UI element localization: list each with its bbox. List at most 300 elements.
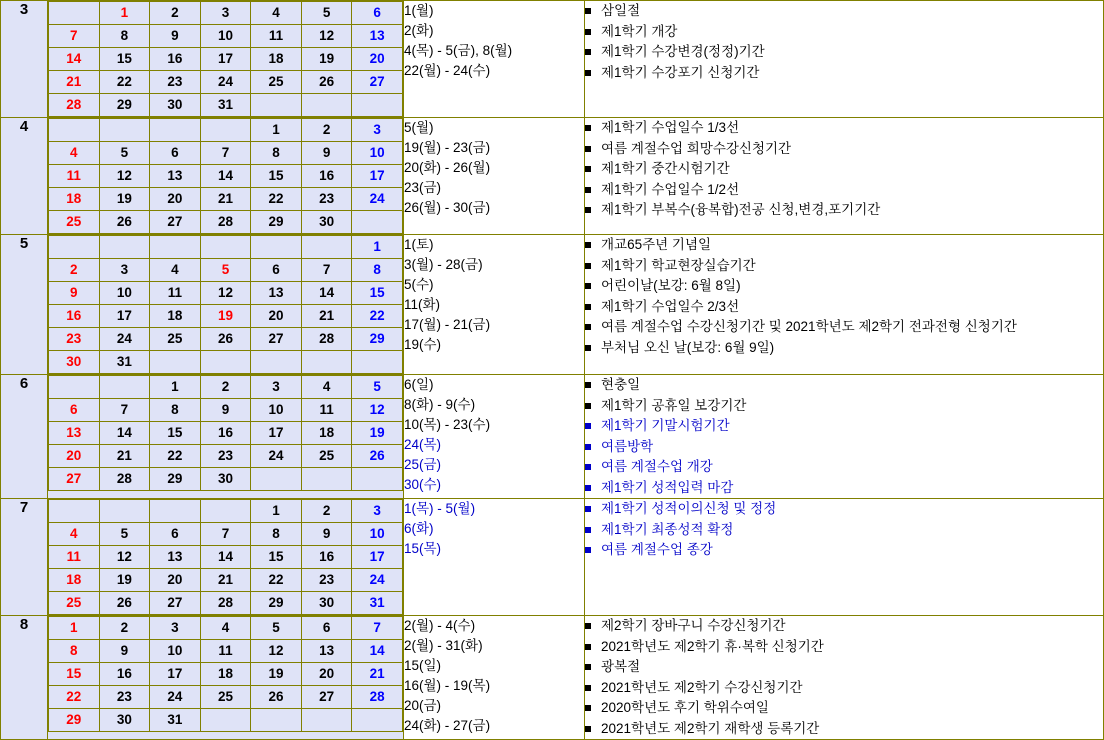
bullet-square-icon (585, 166, 591, 172)
event-label: 현충일 (601, 377, 641, 392)
week-row (49, 2, 403, 25)
week-row (49, 709, 403, 732)
day-cell: 29 (49, 709, 100, 732)
day-cell: 16 (150, 48, 201, 71)
week-row (49, 663, 403, 686)
day-cell: 13 (301, 640, 352, 663)
day-cell: 9 (200, 399, 251, 422)
week-row (49, 94, 403, 117)
day-cell: 23 (49, 328, 100, 351)
day-cell: 14 (200, 165, 251, 188)
month-number: 6 (1, 375, 48, 499)
day-cell: 2 (301, 119, 352, 142)
event-label: 제1학기 성적입력 마감 (601, 479, 734, 495)
event-list (585, 118, 1104, 235)
bullet-square-icon (585, 324, 591, 330)
day-cell-empty (352, 94, 403, 117)
day-cell: 27 (150, 211, 201, 234)
date-range-item: 16(월) - 19(목) (404, 678, 491, 693)
day-cell: 4 (49, 142, 100, 165)
date-range-item: 20(금) (404, 698, 442, 713)
event-label: 여름방학 (601, 438, 654, 454)
event-item (585, 180, 1103, 201)
bullet-square-icon (585, 485, 591, 491)
day-cell-empty (49, 376, 100, 399)
event-label: 제1학기 개강 (601, 23, 678, 39)
day-cell: 2 (150, 2, 201, 25)
day-cell: 28 (352, 686, 403, 709)
day-cell: 5 (99, 142, 150, 165)
day-cell: 23 (301, 188, 352, 211)
day-cell: 3 (150, 617, 201, 640)
day-cell-empty (251, 709, 302, 732)
day-cell: 12 (200, 282, 251, 305)
day-cell: 12 (99, 546, 150, 569)
day-cell: 3 (352, 119, 403, 142)
week-row (49, 188, 403, 211)
day-cell: 22 (99, 71, 150, 94)
bullet-square-icon (585, 70, 591, 76)
week-row (49, 71, 403, 94)
date-range-list (404, 375, 585, 499)
day-cell: 10 (352, 142, 403, 165)
week-row (49, 165, 403, 188)
day-cell: 30 (200, 468, 251, 491)
day-cell: 17 (352, 165, 403, 188)
day-cell: 22 (251, 569, 302, 592)
event-label: 제1학기 학교현장실습기간 (601, 257, 756, 273)
event-item (585, 317, 1103, 338)
day-cell-empty (301, 468, 352, 491)
day-cell: 9 (49, 282, 100, 305)
day-cell: 8 (99, 25, 150, 48)
day-cell: 4 (150, 259, 201, 282)
day-cell: 20 (150, 188, 201, 211)
calendar-body (1, 1, 1104, 740)
day-cell: 12 (301, 25, 352, 48)
event-item (585, 118, 1103, 139)
date-range-item: 1(월) (404, 3, 434, 18)
event-label: 광복절 (601, 659, 641, 674)
day-cell: 4 (251, 2, 302, 25)
day-cell: 12 (251, 640, 302, 663)
event-label: 제1학기 기말시험기간 (601, 418, 730, 433)
day-cell: 5 (251, 617, 302, 640)
day-cell-empty (150, 351, 201, 374)
day-cell: 18 (150, 305, 201, 328)
day-cell: 27 (49, 468, 100, 491)
day-cell: 3 (352, 500, 403, 523)
day-cell: 8 (352, 259, 403, 282)
date-range-item: 1(목) - 5(월) (404, 501, 476, 516)
date-range-list (404, 616, 585, 740)
day-cell: 25 (251, 71, 302, 94)
day-cell: 24 (200, 71, 251, 94)
day-cell: 17 (99, 305, 150, 328)
event-label: 부처님 오신 날(보강: 6월 9일) (601, 339, 775, 355)
bullet-square-icon (585, 304, 591, 310)
day-cell: 12 (99, 165, 150, 188)
day-cell: 30 (150, 94, 201, 117)
day-cell: 25 (200, 686, 251, 709)
bullet-square-icon (585, 423, 591, 429)
day-cell: 8 (150, 399, 201, 422)
date-range-item: 11(화) (404, 297, 441, 312)
week-row (49, 305, 403, 328)
day-cell: 6 (251, 259, 302, 282)
day-cell: 20 (49, 445, 100, 468)
day-cell: 18 (301, 422, 352, 445)
day-cell-empty (251, 468, 302, 491)
date-range-item: 10(목) - 23(수) (404, 417, 491, 432)
month-day-grid (48, 235, 404, 375)
day-cell: 10 (200, 25, 251, 48)
day-cell: 14 (99, 422, 150, 445)
day-cell: 31 (99, 351, 150, 374)
date-range-list (404, 499, 585, 616)
date-range-list (404, 118, 585, 235)
day-cell: 22 (352, 305, 403, 328)
date-range-item: 25(금) (404, 457, 442, 472)
day-cell-empty (99, 119, 150, 142)
day-cell: 25 (49, 211, 100, 234)
bullet-square-icon (585, 146, 591, 152)
day-cell-empty (352, 211, 403, 234)
day-cell: 24 (99, 328, 150, 351)
day-cell: 26 (200, 328, 251, 351)
day-cell: 7 (352, 617, 403, 640)
date-range-item: 2(화) (404, 23, 434, 38)
day-cell: 11 (49, 165, 100, 188)
day-cell: 11 (301, 399, 352, 422)
day-cell: 19 (99, 569, 150, 592)
day-cell-empty (301, 94, 352, 117)
bullet-square-icon (585, 527, 591, 533)
day-cell-empty (99, 236, 150, 259)
date-range-item: 15(일) (404, 658, 442, 673)
day-cell: 26 (251, 686, 302, 709)
event-item (585, 338, 1103, 359)
day-cell: 7 (200, 142, 251, 165)
day-cell: 16 (200, 422, 251, 445)
bullet-square-icon (585, 644, 591, 650)
day-cell: 19 (352, 422, 403, 445)
event-item (585, 375, 1103, 396)
day-cell: 13 (352, 25, 403, 48)
bullet-square-icon (585, 207, 591, 213)
event-item (585, 520, 1103, 541)
day-cell: 7 (99, 399, 150, 422)
day-cell: 21 (352, 663, 403, 686)
day-cell-empty (49, 119, 100, 142)
event-label: 어린이날(보강: 6월 8일) (601, 278, 741, 293)
day-cell-empty (352, 351, 403, 374)
event-item (585, 457, 1103, 478)
day-cell-empty (150, 500, 201, 523)
week-row (49, 445, 403, 468)
day-cell: 13 (49, 422, 100, 445)
day-cell: 2 (200, 376, 251, 399)
day-cell-empty (200, 500, 251, 523)
bullet-square-icon (585, 263, 591, 269)
bullet-square-icon (585, 506, 591, 512)
day-cell: 1 (49, 617, 100, 640)
day-cell: 24 (352, 569, 403, 592)
day-cell: 27 (352, 71, 403, 94)
day-cell: 4 (49, 523, 100, 546)
month-row (1, 616, 1104, 740)
day-cell-empty (49, 236, 100, 259)
date-range-item: 1(토) (404, 237, 434, 252)
day-cell: 6 (150, 142, 201, 165)
event-list (585, 375, 1104, 499)
day-cell: 28 (99, 468, 150, 491)
day-cell: 26 (301, 71, 352, 94)
month-row (1, 375, 1104, 499)
day-cell: 28 (49, 94, 100, 117)
day-cell: 26 (352, 445, 403, 468)
event-item (585, 200, 1103, 221)
day-cell: 26 (99, 211, 150, 234)
day-cell: 23 (200, 445, 251, 468)
day-cell: 15 (352, 282, 403, 305)
day-cell: 30 (301, 592, 352, 615)
event-list (585, 1, 1104, 118)
day-cell: 21 (49, 71, 100, 94)
day-cell: 5 (301, 2, 352, 25)
day-cell: 22 (150, 445, 201, 468)
date-range-item: 15(목) (404, 541, 442, 556)
day-cell-empty (251, 236, 302, 259)
day-cell: 20 (352, 48, 403, 71)
day-cell: 11 (150, 282, 201, 305)
day-cell: 29 (251, 211, 302, 234)
day-cell: 16 (301, 546, 352, 569)
date-range-item: 6(일) (404, 377, 434, 392)
event-item (585, 437, 1103, 458)
date-range-item: 19(월) - 23(금) (404, 140, 491, 155)
day-cell: 18 (200, 663, 251, 686)
day-cell: 26 (99, 592, 150, 615)
day-cell: 8 (49, 640, 100, 663)
day-cell: 14 (301, 282, 352, 305)
date-range-item: 22(월) - 24(수) (404, 63, 491, 78)
day-cell: 21 (301, 305, 352, 328)
bullet-square-icon (585, 8, 591, 14)
day-cell: 25 (49, 592, 100, 615)
day-cell: 21 (99, 445, 150, 468)
day-cell: 30 (49, 351, 100, 374)
day-cell: 19 (200, 305, 251, 328)
event-label: 여름 계절수업 종강 (601, 542, 713, 557)
event-item (585, 657, 1103, 678)
day-cell: 4 (301, 376, 352, 399)
month-day-grid (48, 375, 404, 499)
day-cell: 8 (251, 523, 302, 546)
event-label: 제1학기 수업일수 1/2선 (601, 181, 740, 197)
event-item (585, 276, 1103, 297)
day-cell-empty (251, 94, 302, 117)
event-label: 제2학기 장바구니 수강신청기간 (601, 618, 786, 633)
day-cell: 5 (99, 523, 150, 546)
event-item (585, 63, 1103, 84)
day-cell-empty (200, 351, 251, 374)
week-row (49, 376, 403, 399)
month-day-grid (48, 499, 404, 616)
event-list (585, 616, 1104, 740)
event-item (585, 499, 1103, 520)
date-range-item: 17(월) - 21(금) (404, 317, 491, 332)
event-item (585, 678, 1103, 699)
day-cell: 6 (49, 399, 100, 422)
day-cell-empty (150, 119, 201, 142)
day-cell: 5 (352, 376, 403, 399)
event-item (585, 1, 1103, 22)
day-cell: 14 (49, 48, 100, 71)
bullet-square-icon (585, 705, 591, 711)
day-cell-empty (99, 376, 150, 399)
event-item (585, 416, 1103, 437)
week-row (49, 592, 403, 615)
week-row (49, 211, 403, 234)
day-cell: 14 (200, 546, 251, 569)
day-cell-empty (200, 236, 251, 259)
date-range-item: 24(화) - 27(금) (404, 718, 491, 733)
day-cell: 10 (150, 640, 201, 663)
event-label: 여름 계절수업 개강 (601, 459, 713, 474)
day-cell: 3 (99, 259, 150, 282)
day-cell: 15 (49, 663, 100, 686)
event-item (585, 396, 1103, 417)
bullet-square-icon (585, 242, 591, 248)
day-cell: 15 (251, 546, 302, 569)
day-cell: 1 (251, 119, 302, 142)
day-cell: 15 (99, 48, 150, 71)
week-row (49, 282, 403, 305)
day-cell: 16 (49, 305, 100, 328)
bullet-square-icon (585, 382, 591, 388)
bullet-square-icon (585, 664, 591, 670)
day-cell-empty (301, 351, 352, 374)
week-row (49, 328, 403, 351)
day-cell: 13 (150, 165, 201, 188)
day-cell: 24 (150, 686, 201, 709)
event-item (585, 159, 1103, 180)
month-number: 3 (1, 1, 48, 118)
event-label: 제1학기 수업일수 2/3선 (601, 298, 740, 314)
day-cell: 24 (251, 445, 302, 468)
date-range-item: 5(월) (404, 120, 434, 135)
date-range-item: 3(월) - 28(금) (404, 257, 483, 272)
day-cell: 16 (301, 165, 352, 188)
bullet-square-icon (585, 345, 591, 351)
day-cell: 3 (251, 376, 302, 399)
day-cell: 7 (49, 25, 100, 48)
bullet-square-icon (585, 29, 591, 35)
month-row (1, 235, 1104, 375)
date-range-item: 4(목) - 5(금), 8(월) (404, 43, 513, 58)
event-label: 제1학기 수강포기 신청기간 (601, 64, 760, 80)
day-cell: 15 (251, 165, 302, 188)
day-cell: 5 (200, 259, 251, 282)
month-number: 4 (1, 118, 48, 235)
bullet-square-icon (585, 623, 591, 629)
day-cell: 29 (150, 468, 201, 491)
day-cell: 2 (99, 617, 150, 640)
day-cell-empty (49, 2, 100, 25)
day-cell-empty (150, 236, 201, 259)
day-cell: 13 (251, 282, 302, 305)
day-cell: 13 (150, 546, 201, 569)
bullet-square-icon (585, 187, 591, 193)
day-cell: 10 (352, 523, 403, 546)
bullet-square-icon (585, 726, 591, 732)
day-cell: 28 (200, 211, 251, 234)
event-item (585, 297, 1103, 318)
week-row (49, 25, 403, 48)
day-cell: 21 (200, 569, 251, 592)
week-row (49, 119, 403, 142)
day-cell: 3 (200, 2, 251, 25)
event-item (585, 637, 1103, 658)
event-label: 2020학년도 후기 학위수여일 (601, 700, 769, 715)
day-cell: 20 (150, 569, 201, 592)
event-item (585, 616, 1103, 637)
day-cell: 31 (352, 592, 403, 615)
day-cell-empty (251, 351, 302, 374)
day-cell: 2 (301, 500, 352, 523)
week-row (49, 546, 403, 569)
event-item (585, 235, 1103, 256)
bullet-square-icon (585, 444, 591, 450)
week-row (49, 422, 403, 445)
day-cell: 23 (99, 686, 150, 709)
bullet-square-icon (585, 49, 591, 55)
month-day-grid (48, 118, 404, 235)
week-row (49, 48, 403, 71)
bullet-square-icon (585, 125, 591, 131)
day-cell: 19 (301, 48, 352, 71)
day-cell-empty (200, 119, 251, 142)
event-item (585, 540, 1103, 561)
event-list (585, 235, 1104, 375)
week-row (49, 686, 403, 709)
day-cell: 29 (99, 94, 150, 117)
day-cell: 14 (352, 640, 403, 663)
event-label: 2021학년도 제2학기 휴·복학 신청기간 (601, 638, 824, 654)
day-cell: 28 (200, 592, 251, 615)
date-range-item: 20(화) - 26(월) (404, 160, 491, 175)
day-cell: 1 (352, 236, 403, 259)
event-label: 2021학년도 제2학기 재학생 등록기간 (601, 720, 820, 736)
week-row (49, 500, 403, 523)
day-cell: 27 (150, 592, 201, 615)
week-row (49, 259, 403, 282)
day-cell: 10 (99, 282, 150, 305)
week-row (49, 640, 403, 663)
event-item (585, 139, 1103, 160)
day-cell: 16 (99, 663, 150, 686)
month-row (1, 1, 1104, 118)
day-cell-empty (301, 709, 352, 732)
month-number: 5 (1, 235, 48, 375)
day-cell: 1 (99, 2, 150, 25)
day-cell: 23 (150, 71, 201, 94)
day-cell: 9 (301, 523, 352, 546)
day-cell: 17 (352, 546, 403, 569)
month-day-grid (48, 616, 404, 740)
event-label: 제1학기 최종성적 확정 (601, 521, 734, 537)
